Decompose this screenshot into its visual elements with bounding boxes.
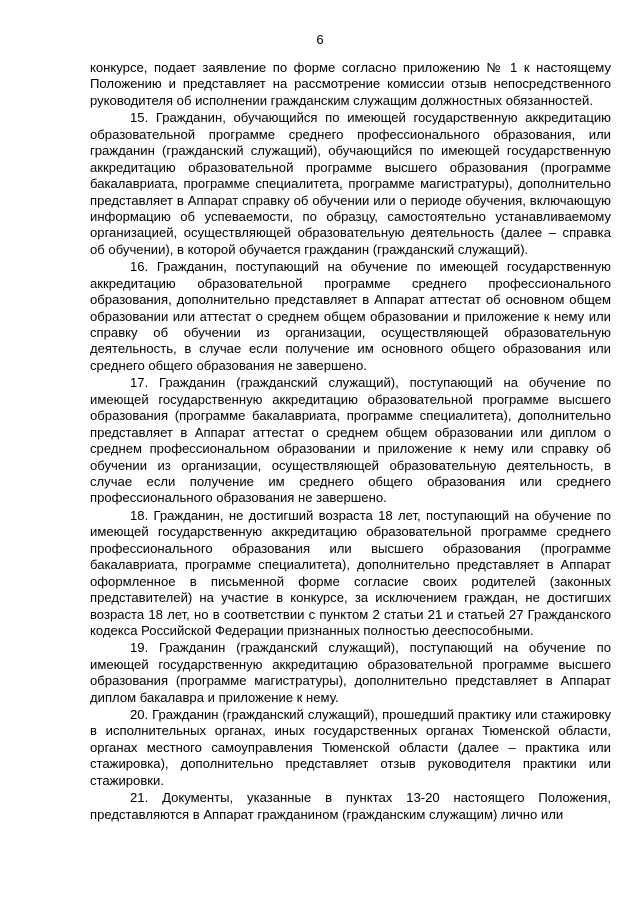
paragraph-16: 16. Гражданин, поступающий на обучение по имеющей государственную аккредитацию образовательной программе среднего профессионального образования, дополнительно представляет в Аппарат аттестат об основном общем образовании или аттестат о среднем общем образовании и приложение к нему или справку об обучении из организации, осуществляющей образовательную деятельность, в случае если получение им основного общего образования или среднего общего образования не завершено. (90, 259, 611, 373)
page-number: 6 (316, 32, 324, 47)
paragraph-17: 17. Гражданин (гражданский служащий), поступающий на обучение по имеющей государственную аккредитацию образовательной программе высшего образования (программе бакалавриата, программе специалитета), дополнительно представляет в Аппарат аттестат о среднем общем образовании или диплом о среднем профессиональном образовании и приложение к нему или справку об обучении из организации, осуществляющей образовательную деятельность, в случае если получение им среднего общего образования или среднего профессионального образования не завершено. (90, 375, 611, 506)
paragraph-continuation: конкурсе, подает заявление по форме согласно приложению № 1 к настоящему Положению и представляет на рассмотрение комиссии отзыв непосредственного руководителя об исполнении гражданским служащим должностных обязанностей. (90, 60, 611, 108)
document-body (90, 60, 611, 824)
paragraph-18: 18. Гражданин, не достигший возраста 18 лет, поступающий на обучение по имеющей государственную аккредитацию образовательной программе среднего профессионального образования или высшего образования (программе бакалавриата, программе специалитета), дополнительно представляет в Аппарат оформленное в письменной форме согласие своих родителей (законных представителей) на участие в конкурсе, за исключением граждан, не достигших возраста 18 лет, но в соответствии с пунктом 2 статьи 21 и статьей 27 Гражданского кодекса Российской Федерации признанных полностью дееспособными. (90, 507, 611, 638)
paragraph-20: 20. Гражданин (гражданский служащий), прошедший практику или стажировку в исполнительных органах, иных государственных органах Тюменской области, органах местного самоуправления Тюменской области (далее – практика или стажировка), дополнительно представляет отзыв руководителя практики или стажировки. (90, 707, 611, 788)
paragraph-19: 19. Гражданин (гражданский служащий), поступающий на обучение по имеющей государственную аккредитацию образовательной программе высшего образования (программе магистратуры), дополнительно представляет в Аппарат диплом бакалавра и приложение к нему. (90, 640, 611, 705)
paragraph-21: 21. Документы, указанные в пунктах 13-20 настоящего Положения, представляются в Аппарат гражданином (гражданским служащим) лично или (90, 790, 611, 822)
paragraph-15: 15. Гражданин, обучающийся по имеющей государственную аккредитацию образовательной программе среднего профессионального образования, или гражданин (гражданский служащий), обучающийся по имеющей государственную аккредитацию образовательной программе высшего образования (программе бакалавриата, программе специалитета, программе магистратуры), дополнительно представляет в Аппарат справку об обучении или о периоде обучения, включающую информацию об успеваемости, по образцу, самостоятельно устанавливаемому организацией, осуществляющей образовательную деятельность (далее – справка об обучении), в которой обучается гражданин (гражданский служащий). (90, 110, 611, 257)
